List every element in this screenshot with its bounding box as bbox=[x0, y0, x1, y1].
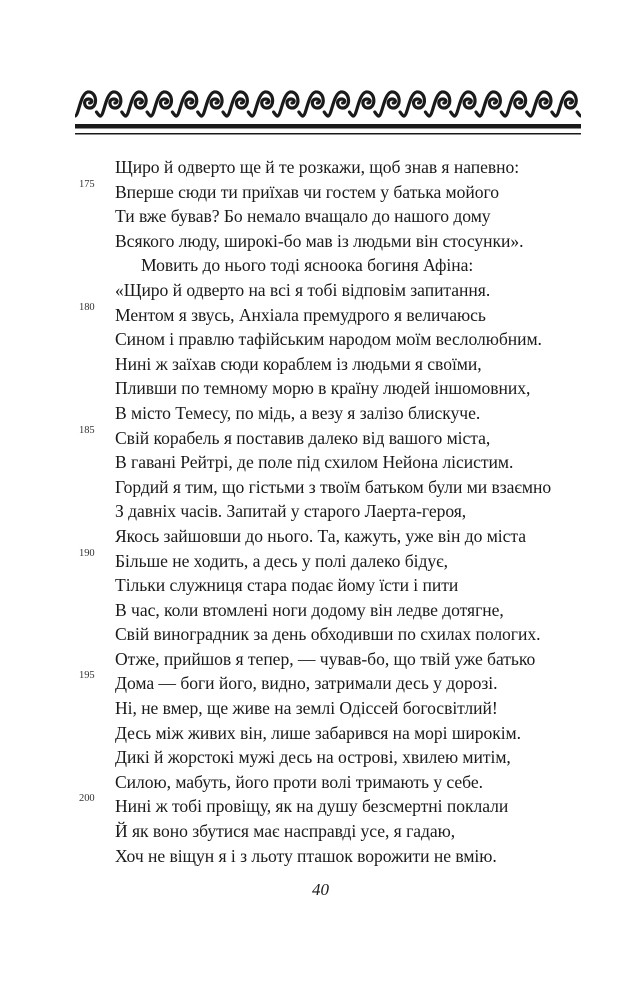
poem-line-text: Отже, прийшов я тепер, — чував-бо, що твій уже батько bbox=[115, 648, 536, 669]
poem-line-text: Нині ж тобі провіщу, як на душу безсмертні поклали bbox=[115, 796, 509, 817]
poem-line-text: Вперше сюди ти приїхав чи гостем у батька мойого bbox=[115, 181, 499, 202]
poem-line bbox=[0, 475, 641, 500]
poem-line-text: Свій корабель я поставив далеко від вашого міста, bbox=[115, 427, 491, 448]
poem-line bbox=[0, 401, 641, 426]
poem-line-text: Якось зайшовши до нього. Та, кажуть, уже він до міста bbox=[115, 525, 527, 546]
poem-line-text: Нині ж заїхав сюди кораблем із людьми я своїми, bbox=[115, 353, 482, 374]
line-number: 175 bbox=[79, 178, 95, 190]
poem-line-text: Мовить до нього тоді ясноока богиня Афіна: bbox=[141, 255, 474, 276]
poem-line-text: Й як воно збутися має насправді усе, я гадаю, bbox=[115, 821, 456, 842]
poem-line bbox=[0, 647, 641, 672]
poem-line-text: «Щиро й одверто на всі я тобі відповім запитання. bbox=[115, 279, 491, 300]
wave-scroll-icon bbox=[202, 92, 227, 116]
wave-scroll-icon bbox=[126, 92, 151, 116]
poem-line-text: Свій виноградник за день обходивши по схилах пологих. bbox=[115, 624, 541, 645]
poem-line-text: В гавані Рейтрі, де поле під схилом Нейона лісистим. bbox=[115, 452, 514, 473]
line-number: 200 bbox=[79, 793, 95, 805]
poem-line-text: Сином і правлю тафійським народом моїм веслолюбним. bbox=[115, 329, 542, 350]
poem-line bbox=[0, 549, 641, 574]
poem-line bbox=[0, 696, 641, 721]
poem-line bbox=[0, 450, 641, 475]
poem-line bbox=[0, 770, 641, 795]
wave-scroll-icon bbox=[505, 92, 530, 116]
wave-scroll-icon bbox=[404, 92, 429, 116]
poem-line bbox=[0, 426, 641, 451]
wave-scroll-icon bbox=[455, 92, 480, 116]
line-number: 185 bbox=[79, 424, 95, 436]
poem-line bbox=[0, 204, 641, 229]
wave-scroll-icon bbox=[75, 92, 100, 116]
line-number: 195 bbox=[79, 670, 95, 682]
poem-line bbox=[0, 745, 641, 770]
poem-line-text: Силою, мабуть, його проти волі тримають у себе. bbox=[115, 771, 483, 792]
line-number: 180 bbox=[79, 301, 95, 313]
poem-text bbox=[0, 155, 641, 868]
wave-scroll-icon bbox=[530, 92, 555, 116]
poem-line-text: З давніх часів. Запитай у старого Лаерта-героя, bbox=[115, 501, 467, 522]
poem-line-text: Дикі й жорстокі мужі десь на острові, хвилею митім, bbox=[115, 747, 511, 768]
poem-line-text: Ментом я звусь, Анхіала премудрого я величаюсь bbox=[115, 304, 486, 325]
wave-scroll-icon bbox=[252, 92, 277, 116]
poem-line-text: Більше не ходить, а десь у полі далеко бідує, bbox=[115, 550, 448, 571]
wave-scroll-icon bbox=[353, 92, 378, 116]
wave-scroll-icon bbox=[328, 92, 353, 116]
wave-scroll-icon bbox=[556, 92, 581, 116]
poem-line bbox=[0, 376, 641, 401]
wave-scroll-icon bbox=[227, 92, 252, 116]
poem-line bbox=[0, 180, 641, 205]
poem-line bbox=[0, 499, 641, 524]
poem-line bbox=[0, 303, 641, 328]
wave-scroll-icon bbox=[100, 92, 125, 116]
poem-line-text: Гордий я тим, що гістьми з твоїм батьком були ми взаємно bbox=[115, 476, 552, 497]
poem-line bbox=[0, 524, 641, 549]
poem-line bbox=[0, 278, 641, 303]
poem-line bbox=[0, 598, 641, 623]
wave-scroll-icon bbox=[151, 92, 176, 116]
poem-line-text: Дома — боги його, видно, затримали десь у дорозі. bbox=[115, 673, 498, 694]
wave-scroll-icon bbox=[429, 92, 454, 116]
poem-line-text: Пливши по темному морю в країну людей іншомовних, bbox=[115, 378, 531, 399]
poem-line-text: Десь між живих він, лише забарився на морі широкім. bbox=[115, 722, 521, 743]
poem-line bbox=[0, 327, 641, 352]
poem-line bbox=[0, 794, 641, 819]
wave-scroll-icon bbox=[176, 92, 201, 116]
wave-scroll-icon bbox=[379, 92, 404, 116]
poem-line bbox=[0, 819, 641, 844]
wave-scroll-icon bbox=[480, 92, 505, 116]
poem-line bbox=[0, 573, 641, 598]
wave-ornament-icon bbox=[75, 82, 581, 142]
poem-line-text: Хоч не віщун я і з льоту пташок ворожити не вмію. bbox=[115, 845, 497, 866]
poem-line bbox=[0, 721, 641, 746]
poem-line-text: Всякого люду, широкі-бо мав із людьми він стосунки». bbox=[115, 230, 524, 251]
poem-line bbox=[0, 671, 641, 696]
poem-line bbox=[0, 352, 641, 377]
poem-line bbox=[0, 155, 641, 180]
poem-line-text: В час, коли втомлені ноги додому він ледве дотягне, bbox=[115, 599, 504, 620]
poem-line bbox=[0, 229, 641, 254]
poem-line-text: Ти вже бував? Бо немало вчащало до нашого дому bbox=[115, 206, 491, 227]
poem-line-text: Щиро й одверто ще й те розкажи, щоб знав я напевно: bbox=[115, 157, 520, 177]
wave-scroll-icon bbox=[277, 92, 302, 116]
poem-line-text: Тільки служниця стара подає йому їсти і пити bbox=[115, 575, 459, 596]
poem-line bbox=[0, 253, 641, 278]
wave-scroll-icon bbox=[303, 92, 328, 116]
poem-line-text: В місто Темесу, по мідь, а везу я залізо блискуче. bbox=[115, 402, 481, 423]
page-number: 40 bbox=[312, 880, 329, 899]
poem-line-text: Ні, не вмер, ще живе на землі Одіссей богосвітлий! bbox=[115, 698, 498, 719]
poem-line bbox=[0, 844, 641, 869]
line-number: 190 bbox=[79, 547, 95, 559]
poem-line bbox=[0, 622, 641, 647]
